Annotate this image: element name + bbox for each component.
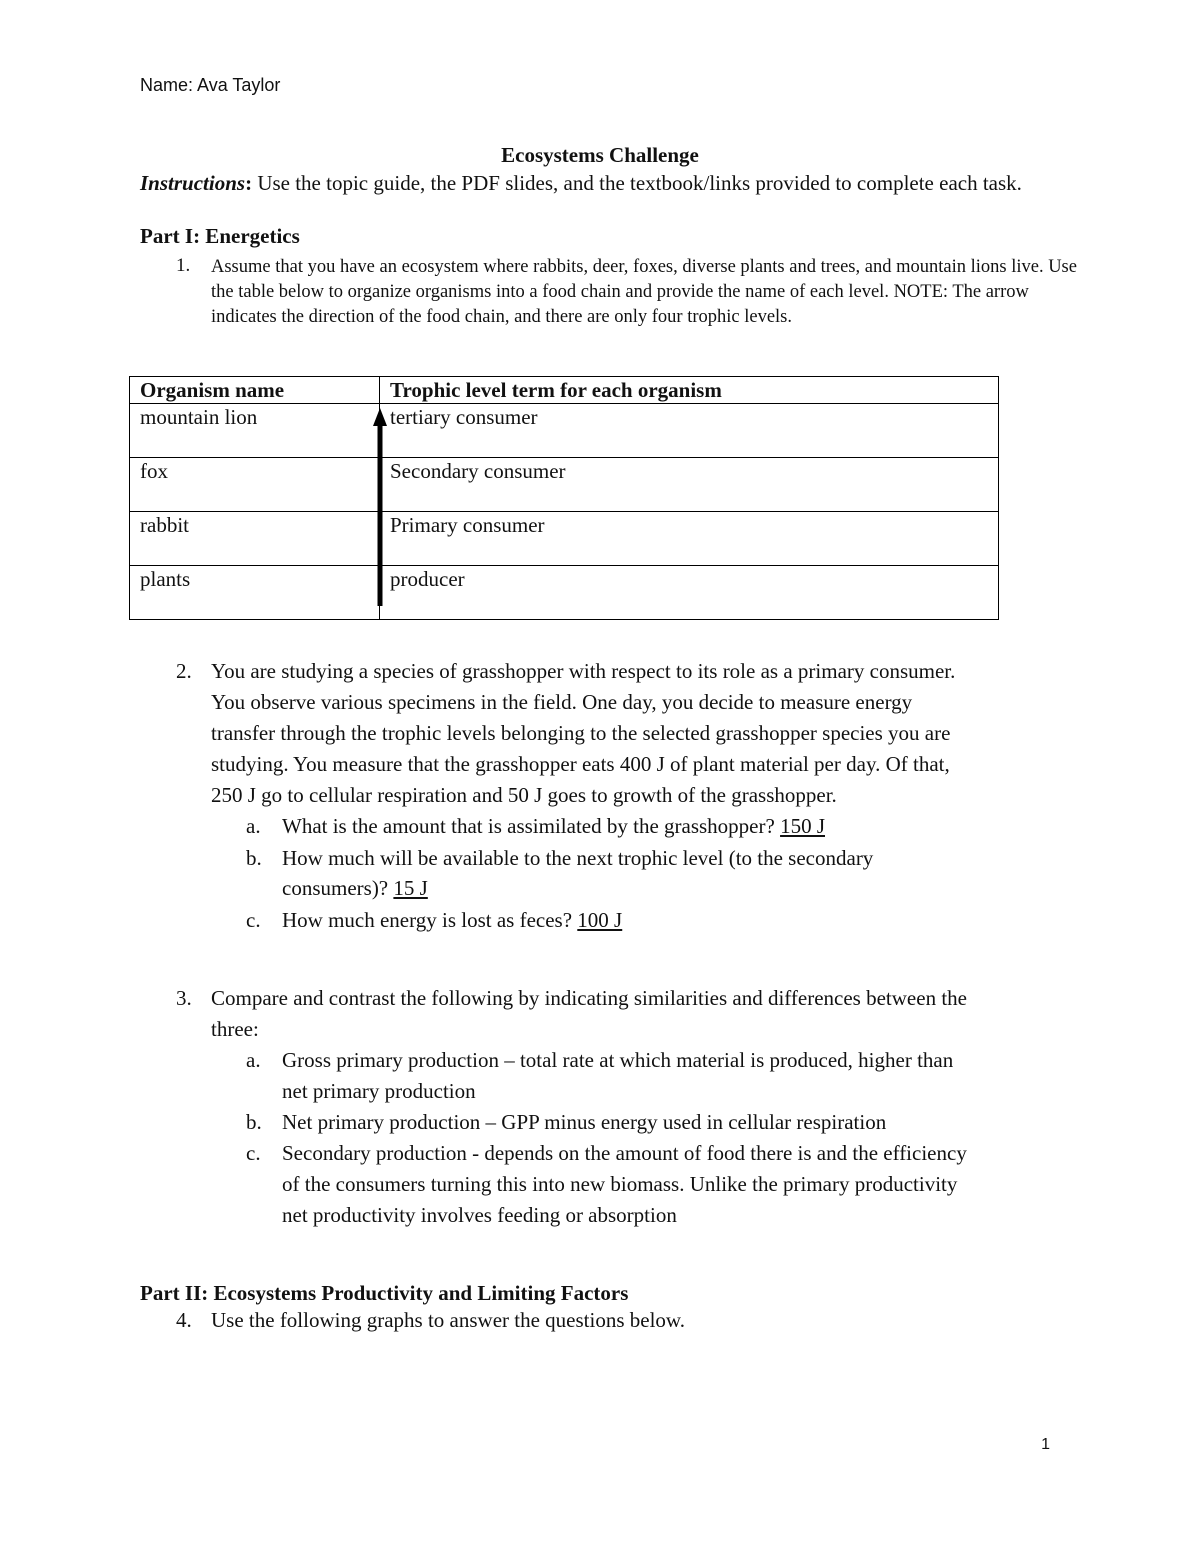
part2-heading: Part II: Ecosystems Productivity and Limiting Factors (140, 1281, 629, 1305)
table-row (130, 404, 999, 458)
q2b-text: How much will be available to the next trophic level (to the secondary (282, 846, 874, 870)
table-header: Organism name (130, 377, 380, 404)
q2a-text: What is the amount that is assimilated by the grasshopper? 150 J (282, 814, 825, 838)
q3a-letter: a. (246, 1048, 261, 1072)
table-row (130, 566, 999, 620)
q2-line: studying. You measure that the grasshopper eats 400 J of plant material per day. Of that, (211, 752, 950, 776)
q3a-line: net primary production (282, 1079, 476, 1103)
part1-heading: Part I: Energetics (140, 224, 300, 248)
instructions: Instructions: Use the topic guide, the PDF slides, and the textbook/links provided to complete each task. (140, 171, 1022, 195)
q1-number: 1. (176, 255, 191, 276)
instructions-text: Use the topic guide, the PDF slides, and the textbook/links provided to complete each task. (252, 171, 1022, 195)
organism-cell: plants (130, 566, 380, 620)
trophic-level-cell: Primary consumer (380, 512, 999, 566)
table-row (130, 458, 999, 512)
q3c-line: net productivity involves feeding or absorption (282, 1203, 677, 1227)
page-number: 1 (1041, 1436, 1050, 1453)
trophic-level-cell: Secondary consumer (380, 458, 999, 512)
q3-line: three: (211, 1017, 259, 1041)
q4-number: 4. (176, 1308, 192, 1332)
q3c-line: Secondary production - depends on the amount of food there is and the efficiency (282, 1141, 967, 1165)
q3a-line: Gross primary production – total rate at which material is produced, higher than (282, 1048, 954, 1072)
trophic-level-cell: producer (380, 566, 999, 620)
q2a-answer: 150 J (780, 814, 825, 838)
q3c-line: of the consumers turning this into new biomass. Unlike the primary productivity (282, 1172, 958, 1196)
table-header: Trophic level term for each organism (380, 377, 999, 404)
organism-cell: rabbit (130, 512, 380, 566)
q2c-text: How much energy is lost as feces? 100 J (282, 908, 623, 932)
q2b-text: consumers)? 15 J (282, 876, 428, 900)
q2-line: You are studying a species of grasshopper with respect to its role as a primary consumer. (211, 659, 956, 683)
q2-line: transfer through the trophic levels belonging to the selected grasshopper species you are (211, 721, 951, 745)
food-chain-arrow-icon (373, 408, 387, 606)
q2b-answer: 15 J (393, 876, 428, 900)
table-header-row (130, 377, 999, 404)
student-name: Name: Ava Taylor (140, 75, 281, 95)
q3-line: Compare and contrast the following by indicating similarities and differences between the (211, 986, 967, 1010)
q2-line: 250 J go to cellular respiration and 50 J goes to growth of the grasshopper. (211, 783, 837, 807)
q3c-letter: c. (246, 1141, 261, 1165)
food-chain-table (129, 376, 999, 620)
q2-line: You observe various specimens in the field. One day, you decide to measure energy (211, 690, 913, 714)
organism-cell: mountain lion (130, 404, 380, 458)
organism-cell: fox (130, 458, 380, 512)
q2c-answer: 100 J (577, 908, 623, 932)
q2c-letter: c. (246, 908, 261, 932)
trophic-level-cell: tertiary consumer (380, 404, 999, 458)
q3b-letter: b. (246, 1110, 262, 1134)
q1-text: Assume that you have an ecosystem where rabbits, deer, foxes, diverse plants and trees, and mountain lions live. Use the table below to organize organisms into a food chain and provide the name of each level. NOTE: The arrow indicates the direction of the food chain, and there are only four trophic levels. (211, 257, 1077, 327)
q2-number: 2. (176, 659, 192, 683)
document-title: Ecosystems Challenge (501, 143, 699, 167)
q2a-letter: a. (246, 814, 261, 838)
q4-text: Use the following graphs to answer the questions below. (211, 1308, 685, 1332)
q3-number: 3. (176, 986, 192, 1010)
q3b-line: Net primary production – GPP minus energy used in cellular respiration (282, 1110, 887, 1134)
instructions-label: Instructions (140, 171, 246, 195)
table-row (130, 512, 999, 566)
q2b-letter: b. (246, 846, 262, 870)
